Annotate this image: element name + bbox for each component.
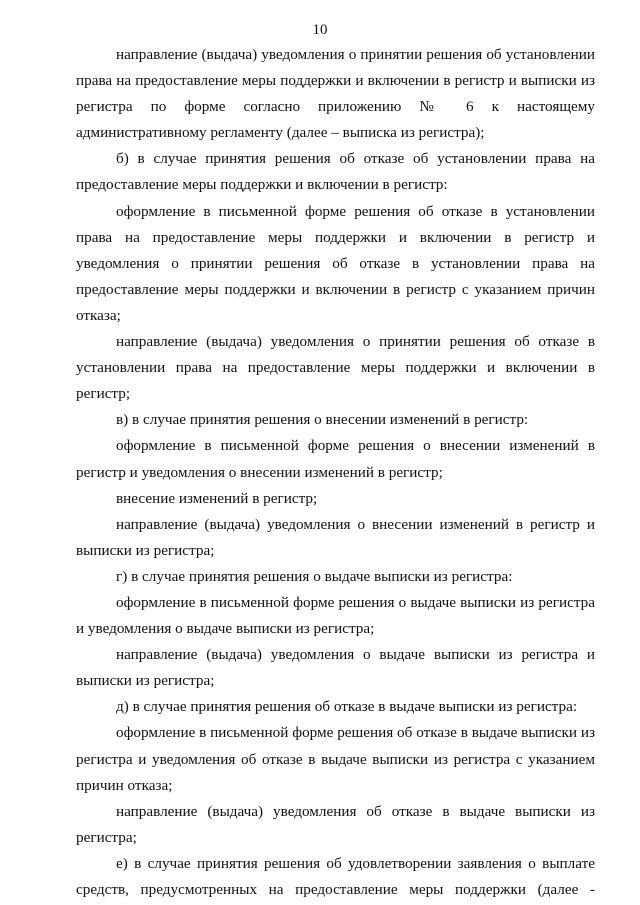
paragraph: оформление в письменной форме решения об отказе в установлении права на предоставление меры поддержки и включении в регистр и уведомления о принятии решения об отказе в установлении права на предоставление меры поддержки и включении в регистр с указанием причин отказа; [76, 202, 595, 324]
paragraph: оформление в письменной форме решения о внесении изменений в регистр и уведомления о внесении изменений в регистр; [76, 437, 595, 481]
paragraph: направление (выдача) уведомления о выдаче выписки из регистра и выписки из регистра; [76, 646, 595, 690]
paragraph: внесение изменений в регистр; [116, 489, 318, 507]
paragraph: д) в случае принятия решения об отказе в выдаче выписки из регистра: [116, 698, 578, 716]
paragraph: б) в случае принятия решения об отказе об установлении права на предоставление меры поддержки и включении в регистр: [76, 150, 595, 194]
document-body [76, 42, 595, 903]
page-number: 10 [312, 22, 328, 38]
paragraph: направление (выдача) уведомления о принятии решения об отказе в установлении права на предоставление меры поддержки и включении в регистр; [76, 333, 595, 403]
paragraph: направление (выдача) уведомления об отказе в выдаче выписки из регистра; [76, 802, 595, 846]
paragraph: оформление в письменной форме решения об отказе в выдаче выписки из регистра и уведомления об отказе в выдаче выписки из регистра с указанием причин отказа; [76, 724, 595, 794]
paragraph: г) в случае принятия решения о выдаче выписки из регистра: [116, 567, 513, 585]
paragraph: направление (выдача) уведомления о внесении изменений в регистр и выписки из регистра; [76, 515, 595, 559]
paragraph: е) в случае принятия решения об удовлетворении заявления о выплате средств, предусмотренных на предоставление меры поддержки (далее - [76, 854, 595, 898]
paragraph: оформление в письменной форме решения о выдаче выписки из регистра и уведомления о выдаче выписки из регистра; [76, 593, 595, 638]
paragraph: в) в случае принятия решения о внесении изменений в регистр: [116, 411, 529, 429]
paragraph: направление (выдача) уведомления о принятии решения об установлении права на предоставление меры поддержки и включении в регистр и выписки из регистра по форме согласно приложению № 6 к настоящему административному регламенту (далее – выписка из регистра); [76, 46, 595, 142]
